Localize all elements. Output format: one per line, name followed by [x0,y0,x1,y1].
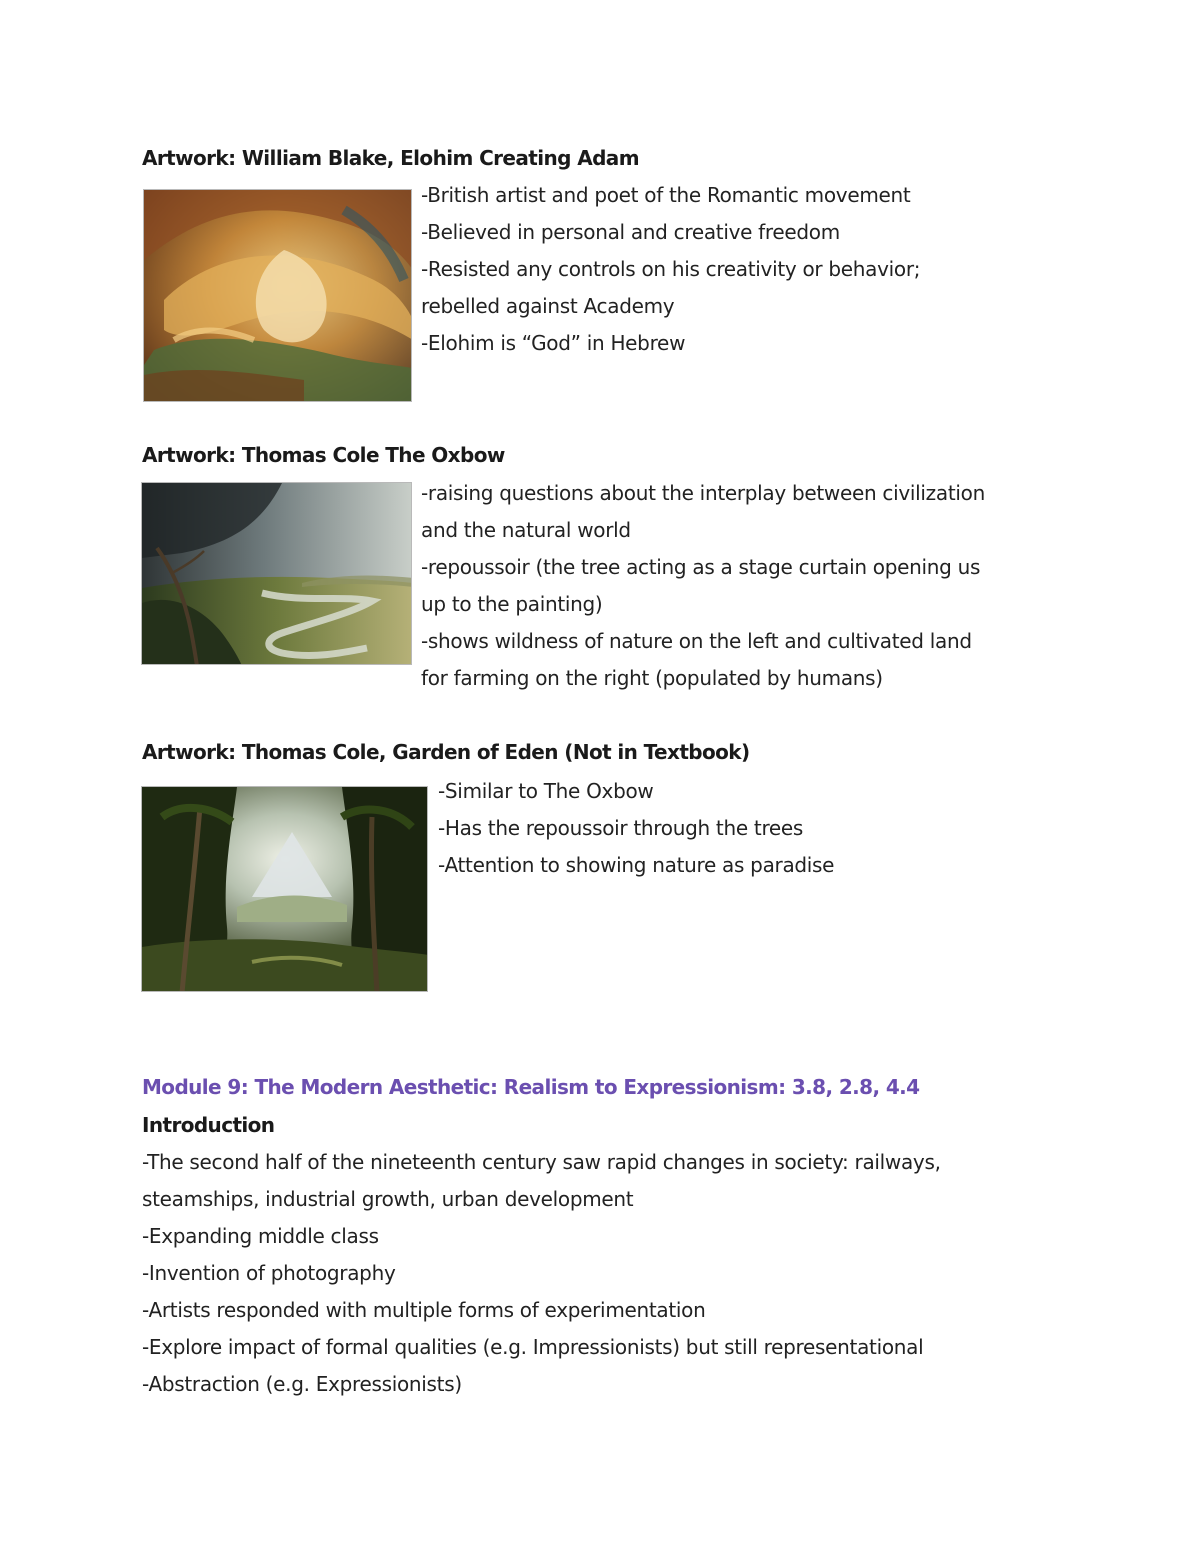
artwork-heading-garden-of-eden: Artwork: Thomas Cole, Garden of Eden (Not in Textbook) [142,740,750,764]
note-line: -Elohim is “God” in Hebrew [421,331,686,355]
note-line: rebelled against Academy [421,294,675,318]
note-line: -Has the repoussoir through the trees [438,816,804,840]
artwork-image-garden-of-eden [141,786,428,992]
note-line: -Expanding middle class [142,1224,379,1248]
artwork-heading-blake: Artwork: William Blake, Elohim Creating Adam [142,146,639,170]
module-intro-notes [142,1144,941,1403]
note-line: -Believed in personal and creative freedom [421,220,840,244]
artwork-notes-garden-of-eden [438,773,834,884]
module-title: Module 9: The Modern Aesthetic: Realism to Expressionism: 3.8, 2.8, 4.4 [142,1075,920,1099]
note-line: -Invention of photography [142,1261,396,1285]
artwork-heading-oxbow: Artwork: Thomas Cole The Oxbow [142,443,505,467]
note-line: -The second half of the nineteenth century saw rapid changes in society: railways, [142,1150,941,1174]
note-line: -British artist and poet of the Romantic movement [421,183,911,207]
note-line: for farming on the right (populated by humans) [421,666,883,690]
note-line: -shows wildness of nature on the left and cultivated land [421,629,972,653]
note-line: -raising questions about the interplay between civilization [421,481,985,505]
note-line: steamships, industrial growth, urban development [142,1187,634,1211]
section-subheading-introduction: Introduction [142,1113,275,1137]
note-line: -Attention to showing nature as paradise [438,853,835,877]
artwork-notes-oxbow [421,475,985,697]
note-line: -Artists responded with multiple forms of experimentation [142,1298,706,1322]
note-line: -Similar to The Oxbow [438,779,654,803]
artwork-image-elohim-creating-adam [143,189,412,402]
note-line: -Explore impact of formal qualities (e.g. Impressionists) but still representational [142,1335,924,1359]
note-line: -Abstraction (e.g. Expressionists) [142,1372,462,1396]
artwork-notes-blake [421,177,920,362]
note-line: -Resisted any controls on his creativity or behavior; [421,257,921,281]
note-line: and the natural world [421,518,631,542]
note-line: up to the painting) [421,592,603,616]
note-line: -repoussoir (the tree acting as a stage curtain opening us [421,555,981,579]
artwork-image-the-oxbow [141,482,412,665]
